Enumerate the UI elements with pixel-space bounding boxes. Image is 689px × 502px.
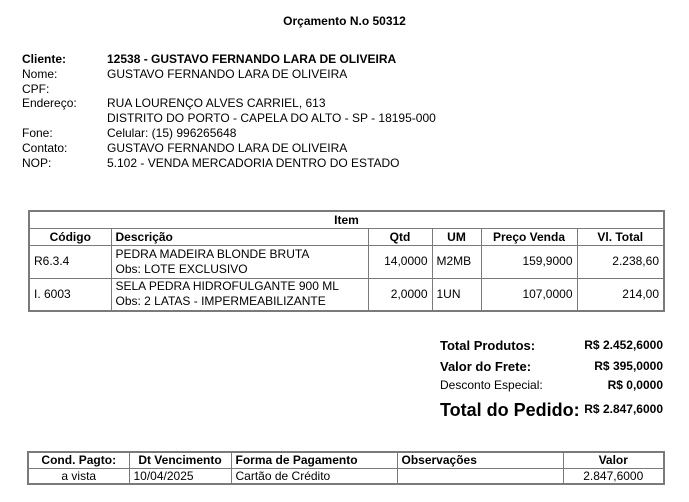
description-cell [111, 245, 368, 278]
value: R$ 2.452,6000 [584, 338, 663, 352]
total-cell: 214,00 [577, 278, 664, 311]
address-row [22, 96, 436, 111]
label: Total do Pedido: [440, 400, 580, 420]
label: Endereço: [22, 96, 77, 111]
client-info [22, 52, 436, 170]
page-title: Orçamento N.o 50312 [283, 14, 406, 28]
cpf-row [22, 82, 436, 97]
observations [397, 468, 563, 484]
price-cell: 107,0000 [481, 278, 577, 311]
amount: 2.847,6000 [563, 468, 664, 484]
freight [440, 359, 663, 374]
table-row [28, 468, 664, 484]
col-header: Dt Vencimento [129, 452, 231, 468]
nop-row [22, 156, 436, 171]
value: R$ 0,0000 [607, 378, 663, 392]
total-cell: 2.238,60 [577, 245, 664, 278]
value: R$ 2.847,6000 [584, 402, 663, 416]
col-header: Valor [563, 452, 664, 468]
items-title: Item [29, 211, 664, 228]
qty-cell: 2,0000 [368, 278, 432, 311]
name-value: GUSTAVO FERNANDO LARA DE OLIVEIRA [107, 66, 348, 81]
contact-row [22, 141, 436, 156]
description-cell [111, 278, 368, 311]
unit-cell: 1UN [432, 278, 481, 311]
col-header: Cond. Pagto: [28, 452, 129, 468]
col-header: Código [29, 228, 111, 245]
col-header: Observações [397, 452, 563, 468]
value: R$ 395,0000 [594, 359, 663, 373]
items-table [28, 210, 665, 312]
col-header: UM [432, 228, 481, 245]
code-cell: R6.3.4 [29, 245, 111, 278]
name-row [22, 67, 436, 82]
order-total [440, 400, 663, 421]
description: PEDRA MADEIRA BLONDE BRUTA [115, 246, 310, 261]
address-line1: RUA LOURENÇO ALVES CARRIEL, 613 [107, 96, 326, 111]
nop-value: 5.102 - VENDA MERCADORIA DENTRO DO ESTADO [107, 155, 400, 170]
col-header: Preço Venda [481, 228, 577, 245]
label: Valor do Frete: [440, 359, 532, 374]
phone-value: Celular: (15) 996265648 [107, 125, 237, 140]
label: Total Produtos: [440, 338, 536, 353]
client-row [22, 52, 436, 67]
address-line2: DISTRITO DO PORTO - CAPELA DO ALTO - SP - 18195-000 [107, 111, 436, 126]
unit-cell: M2MB [432, 245, 481, 278]
code-cell: I. 6003 [29, 278, 111, 311]
total-products [440, 338, 663, 353]
label: Cliente: [22, 52, 67, 66]
label: CPF: [22, 81, 50, 96]
special-discount [440, 378, 663, 392]
col-header: Vl. Total [577, 228, 664, 245]
price-cell: 159,9000 [481, 245, 577, 278]
label: Nome: [22, 66, 58, 81]
col-header: Forma de Pagamento [231, 452, 397, 468]
qty-cell: 14,0000 [368, 245, 432, 278]
observation: Obs: LOTE EXCLUSIVO [115, 261, 248, 276]
table-row [29, 245, 664, 278]
col-header: Descrição [111, 228, 368, 245]
address-row-2 [22, 111, 436, 126]
observation: Obs: 2 LATAS - IMPERMEABILIZANTE [115, 294, 326, 309]
label: Desconto Especial: [440, 378, 543, 392]
payment-method: Cartão de Crédito [231, 468, 397, 484]
phone-row [22, 126, 436, 141]
col-header: Qtd [368, 228, 432, 245]
label: Fone: [22, 125, 53, 140]
payment-condition: a vista [28, 468, 129, 484]
label: NOP: [22, 155, 52, 170]
payment-table [27, 451, 665, 485]
client-value: 12538 - GUSTAVO FERNANDO LARA DE OLIVEIRA [107, 52, 397, 66]
label: Contato: [22, 140, 68, 155]
table-row [29, 278, 664, 311]
contact-value: GUSTAVO FERNANDO LARA DE OLIVEIRA [107, 140, 348, 155]
due-date: 10/04/2025 [129, 468, 231, 484]
description: SELA PEDRA HIDROFULGANTE 900 ML [115, 279, 339, 294]
